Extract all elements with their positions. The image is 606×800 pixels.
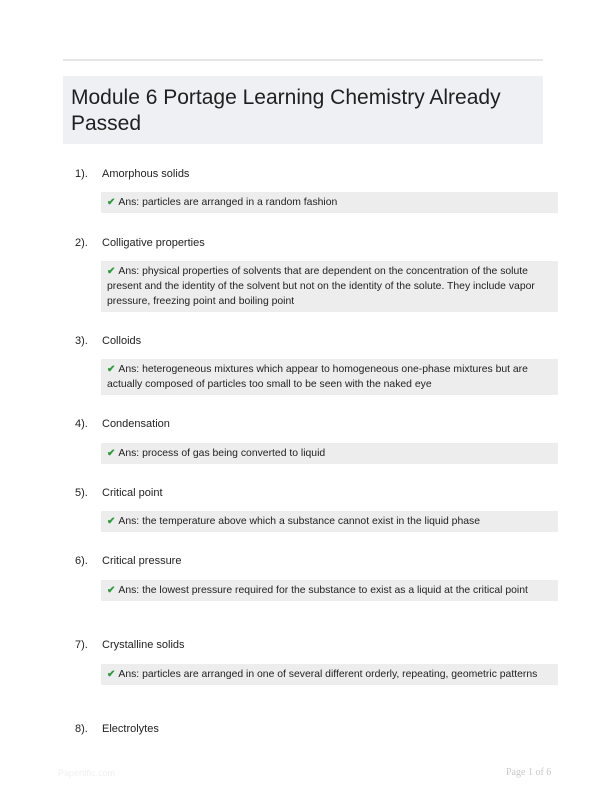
- item-term: Amorphous solids: [102, 168, 190, 180]
- check-icon: ✔: [107, 585, 116, 596]
- answer-box: [101, 359, 558, 395]
- check-icon: ✔: [107, 448, 116, 459]
- answer-box: [101, 511, 558, 532]
- check-icon: ✔: [107, 364, 116, 375]
- item-number: 3).: [75, 335, 88, 347]
- check-icon: ✔: [107, 669, 116, 680]
- answer-text: Ans: the lowest pressure required for the substance to exist as a liquid at the critical point: [118, 585, 528, 596]
- answer-text: Ans: particles are arranged in one of several different orderly, repeating, geometric patterns: [118, 669, 538, 680]
- item-number: 6).: [75, 555, 88, 567]
- answer-text: Ans: particles are arranged in a random fashion: [118, 197, 338, 208]
- item-number: 7).: [75, 639, 88, 651]
- answer-text: Ans: the temperature above which a substance cannot exist in the liquid phase: [118, 516, 480, 527]
- answer-box: [101, 261, 558, 312]
- answer-box: [101, 192, 558, 213]
- page-indicator: Page 1 of 6: [506, 767, 552, 778]
- item-number: 5).: [75, 487, 88, 499]
- answer-box: [101, 664, 558, 685]
- footer-watermark: Papertific.com: [58, 768, 116, 778]
- answer-text: Ans: heterogeneous mixtures which appear to homogeneous one-phase mixtures but are actually composed of particles too small to be seen with the naked eye: [107, 364, 528, 390]
- page-title: Module 6 Portage Learning Chemistry Already Passed: [71, 86, 501, 135]
- item-number: 2).: [75, 237, 88, 249]
- item-term: Electrolytes: [102, 723, 159, 735]
- item-term: Condensation: [102, 418, 170, 430]
- item-term: Critical pressure: [102, 555, 182, 567]
- item-number: 1).: [75, 168, 88, 180]
- item-term: Colloids: [102, 335, 142, 347]
- check-icon: ✔: [107, 266, 116, 277]
- top-divider: [63, 59, 543, 61]
- item-term: Colligative properties: [102, 237, 205, 249]
- check-icon: ✔: [107, 197, 116, 208]
- item-number: 4).: [75, 418, 88, 430]
- check-icon: ✔: [107, 516, 116, 527]
- answer-box: [101, 580, 558, 601]
- item-term: Crystalline solids: [102, 639, 185, 651]
- answer-text: Ans: process of gas being converted to liquid: [118, 448, 326, 459]
- answer-box: [101, 443, 558, 464]
- title-banner: [63, 76, 543, 144]
- answer-text: Ans: physical properties of solvents that are dependent on the concentration of the solute present and the identity of the solvent but not on the identity of the solute. They include vapor pressure, freezing point and boiling point: [107, 266, 535, 307]
- item-term: Critical point: [102, 487, 163, 499]
- item-number: 8).: [75, 723, 88, 735]
